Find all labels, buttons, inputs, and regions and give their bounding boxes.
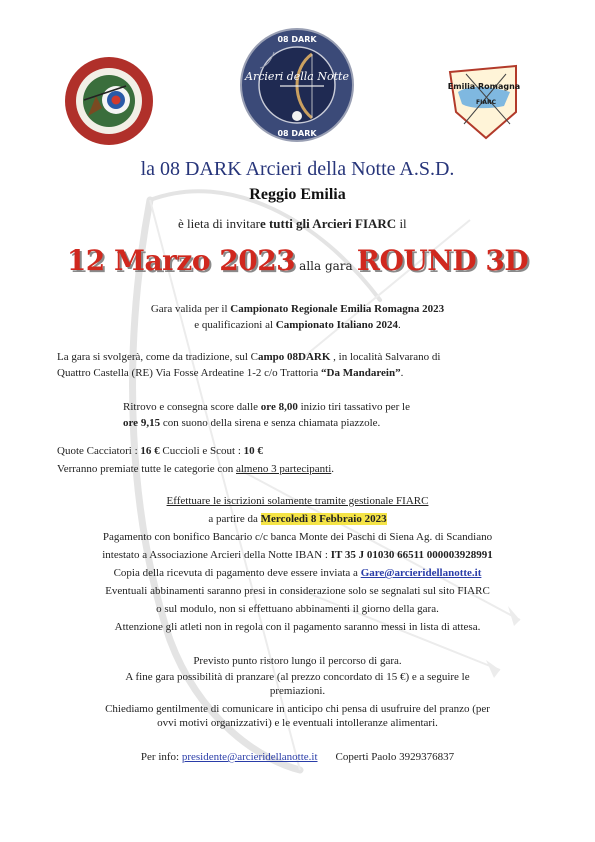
- body-l5: [123, 400, 563, 415]
- body-l21: ovvi motivi organizzativi) e le eventuali intolleranze alimentari.: [157, 717, 438, 729]
- body-l13: [0, 566, 595, 581]
- body-l15: o sul modulo, non si effettuano abbinamenti il giorno della gara.: [156, 603, 439, 615]
- event-headline: [0, 244, 595, 277]
- gare-email-link[interactable]: Gare@arcieridellanotte.it: [360, 567, 482, 579]
- iban: IT 35 J 01030 66511 000003928991: [330, 549, 493, 561]
- org-title: [0, 158, 595, 181]
- t: Verranno premiate tutte le categorie con: [57, 463, 236, 475]
- body-l11: Pagamento con bonifico Bancario c/c banca Monte dei Paschi di Siena Ag. di Scandiano: [102, 531, 493, 543]
- date-highlight: Mercoledì 8 Febbraio 2023: [260, 513, 387, 525]
- t: La gara si svolgerà, come da tradizione, sul C: [57, 351, 258, 363]
- logo-right-line1: Emilia Romagna: [447, 82, 521, 91]
- t: Quattro Castella (RE) Via Fosse Ardeatine 1-2 c/o Trattoria: [57, 367, 322, 379]
- t: Copia della ricevuta di pagamento deve essere inviata a: [113, 567, 361, 579]
- emilia-romagna-fiarc-logo-icon: [446, 62, 526, 142]
- body-l10: [0, 512, 595, 527]
- t: ampo 08DARK: [258, 351, 331, 363]
- body-l17: Previsto punto ristoro lungo il percorso di gara.: [193, 655, 402, 667]
- invite-post: il: [396, 216, 407, 231]
- body-l12: [0, 548, 595, 563]
- invite-bold: e tutti gli Arcieri FIARC: [259, 216, 397, 231]
- t: Ritrovo e consegna score dalle: [123, 401, 261, 413]
- event-name: ROUND 3D: [356, 244, 529, 277]
- footer-contact: [0, 750, 595, 765]
- body-l19: premiazioni.: [269, 685, 326, 697]
- t: Gara valida per il: [150, 303, 231, 315]
- body-l9: Effettuare le iscrizioni solamente tramite gestionale FIARC: [166, 495, 429, 507]
- t: almeno 3 partecipanti: [235, 463, 332, 475]
- t: Campionato Regionale Emilia Romagna 2023: [230, 303, 445, 315]
- t: intestato a Associazione Arcieri della Notte IBAN :: [102, 549, 331, 561]
- body-l16: Attenzione gli atleti non in regola con il pagamento saranno messi in lista di attesa.: [114, 621, 481, 633]
- body-l8: [57, 462, 557, 477]
- body-l20: Chiediamo gentilmente di comunicare in anticipo chi pensa di usufruire del pranzo (per: [105, 703, 490, 715]
- t: con suono della sirena e senza chiamata piazzole.: [160, 417, 381, 429]
- logo-main-text: Arcieri della Notte: [245, 70, 349, 83]
- t: 16 €: [140, 445, 160, 457]
- event-connector: alla gara: [299, 259, 353, 273]
- invite-line: [0, 216, 595, 232]
- t: 10 €: [243, 445, 263, 457]
- t: ore 9,15: [123, 417, 161, 429]
- event-date: 12 Marzo 2023: [66, 244, 296, 277]
- org-prefix: la: [140, 158, 161, 180]
- invite-pre: è lieta di invitar: [178, 216, 260, 231]
- archery-club-seal-icon: [64, 56, 154, 146]
- t: e qualificazioni al: [194, 319, 276, 331]
- body-l6: [123, 416, 563, 431]
- t: Quote Cacciatori :: [57, 445, 141, 457]
- org-name: 08 DARK Arcieri della Notte A.S.D.: [160, 158, 455, 180]
- info-label: Per info:: [140, 751, 182, 763]
- body-l18: A fine gara possibilità di pranzare (al prezzo concordato di 15 €) e a seguire le: [125, 671, 470, 683]
- t: , in località Salvarano di: [330, 351, 441, 363]
- body-l2: [0, 318, 595, 333]
- president-email-link[interactable]: presidente@arcieridellanotte.it: [181, 751, 318, 763]
- contact-phone: Coperti Paolo 3929376837: [335, 751, 455, 763]
- t: a partire da: [208, 513, 261, 525]
- arcieri-della-notte-logo-icon: [240, 28, 354, 142]
- org-city: Reggio Emilia: [249, 186, 346, 203]
- logo-right-line2: FIARC: [476, 99, 496, 106]
- logo-top-text: 08 DARK: [277, 35, 317, 44]
- body-l14: Eventuali abbinamenti saranno presi in considerazione solo se segnalati sul sito FIARC: [105, 585, 490, 597]
- logo-bottom-text: 08 DARK: [277, 129, 317, 138]
- t: .: [400, 367, 404, 379]
- t: Cuccioli e Scout :: [159, 445, 244, 457]
- body-l3: [57, 350, 557, 365]
- body-l4: [57, 366, 557, 381]
- t: .: [331, 463, 335, 475]
- body-l1: [0, 302, 595, 317]
- t: ore 8,00: [260, 401, 298, 413]
- body-l7: [57, 444, 557, 459]
- t: .: [398, 319, 401, 331]
- t: Campionato Italiano 2024: [275, 319, 399, 331]
- t: inizio tiri tassativo per le: [297, 401, 410, 413]
- t: “Da Mandarein”: [321, 367, 401, 379]
